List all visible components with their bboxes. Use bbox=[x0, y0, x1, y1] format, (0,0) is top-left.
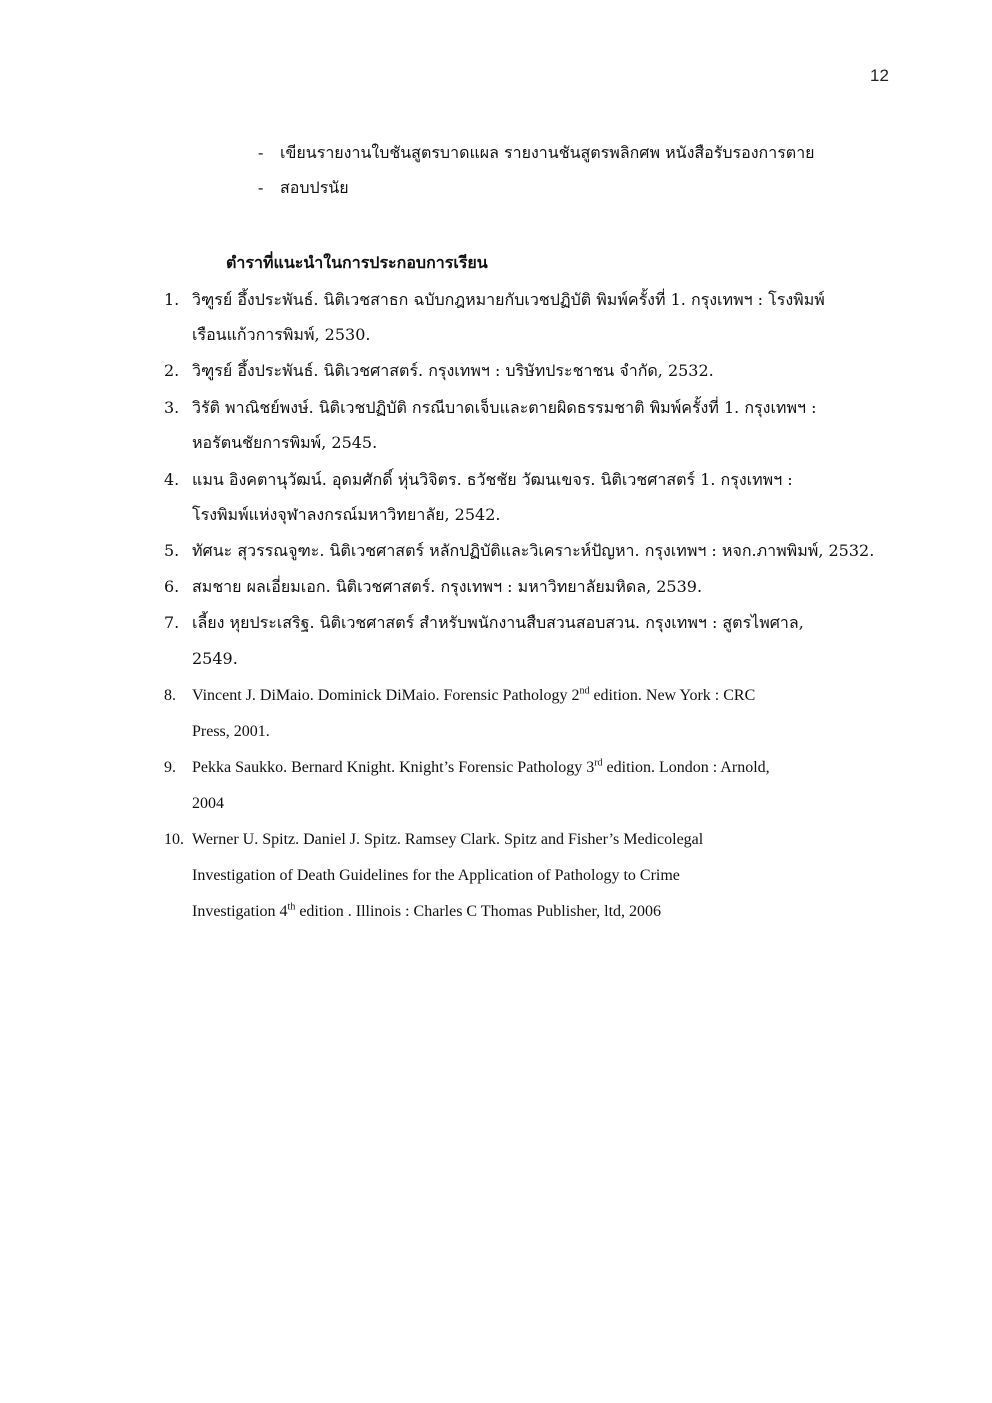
reference-text: วิฑูรย์ อึ้งประพันธ์. นิติเวชศาสตร์. กรุงเทพฯ : บริษัทประชาชน จำกัด, 2532. bbox=[192, 361, 714, 380]
page-number: 12 bbox=[870, 66, 889, 85]
reference-number: 4. bbox=[164, 470, 180, 489]
reference-text: หอรัตนชัยการพิมพ์, 2545. bbox=[192, 433, 378, 452]
reference-number: 9. bbox=[164, 759, 176, 776]
reference-text: สมชาย ผลเอี่ยมเอก. นิติเวชศาสตร์. กรุงเทพฯ : มหาวิทยาลัยมหิดล, 2539. bbox=[192, 577, 703, 596]
bullet-item bbox=[258, 143, 815, 163]
reference-text: เลี้ยง หุยประเสริฐ. นิติเวชศาสตร์ สำหรับพนักงานสืบสวนสอบสวน. กรุงเทพฯ : สูตรไพศาล, bbox=[192, 613, 804, 632]
bullet-text: สอบปรนัย bbox=[280, 178, 349, 197]
reference-text: แมน อิงคตานุวัฒน์. อุดมศักดิ์ หุ่นวิจิตร. ธวัชชัย วัฒนเขจร. นิติเวชศาสตร์ 1. กรุงเทพฯ : bbox=[192, 470, 793, 489]
reference-number: 7. bbox=[164, 613, 180, 632]
reference-text: 2549. bbox=[192, 649, 238, 668]
reference-text: เรือนแก้วการพิมพ์, 2530. bbox=[192, 325, 371, 344]
reference-text: 2004 bbox=[192, 795, 224, 812]
reference-text: Werner U. Spitz. Daniel J. Spitz. Ramsey Clark. Spitz and Fisher’s Medicolegal bbox=[192, 831, 704, 848]
reference-number: 6. bbox=[164, 577, 180, 596]
reference-text: Investigation of Death Guidelines for the Application of Pathology to Crime bbox=[192, 867, 680, 884]
bullet-item bbox=[258, 178, 349, 198]
reference-number: 10. bbox=[164, 831, 184, 848]
reference-text: ทัศนะ สุวรรณจูฑะ. นิติเวชศาสตร์ หลักปฏิบัติและวิเคราะห์ปัญหา. กรุงเทพฯ : หจก.ภาพพิมพ์, 2532. bbox=[192, 541, 875, 560]
reference-number: 5. bbox=[164, 541, 180, 560]
reference-text: วิฑูรย์ อึ้งประพันธ์. นิติเวชสาธก ฉบับกฎหมายกับเวชปฏิบัติ พิมพ์ครั้งที่ 1. กรุงเทพฯ : โรงพิมพ์ bbox=[192, 290, 825, 309]
reference-text: Investigation 4th edition . Illinois : Charles C Thomas Publisher, ltd, 2006 bbox=[192, 901, 662, 920]
reference-text: Pekka Saukko. Bernard Knight. Knight’s Forensic Pathology 3rd edition. London : Arnold, bbox=[192, 757, 770, 776]
bullet-text: เขียนรายงานใบชันสูตรบาดแผล รายงานชันสูตรพลิกศพ หนังสือรับรองการตาย bbox=[280, 143, 815, 162]
bullet-marker: - bbox=[258, 178, 264, 197]
reference-number: 2. bbox=[164, 361, 180, 380]
reference-number: 8. bbox=[164, 687, 176, 704]
bullet-marker: - bbox=[258, 143, 264, 162]
reference-text: Press, 2001. bbox=[192, 723, 270, 740]
section-heading: ตำราที่แนะนำในการประกอบการเรียน bbox=[226, 253, 488, 272]
reference-text: โรงพิมพ์แห่งจุฬาลงกรณ์มหาวิทยาลัย, 2542. bbox=[192, 505, 501, 524]
reference-text: วิรัติ พาณิชย์พงษ์. นิติเวชปฏิบัติ กรณีบาดเจ็บและตายผิดธรรมชาติ พิมพ์ครั้งที่ 1. กรุงเทพฯ : bbox=[192, 398, 817, 417]
reference-number: 3. bbox=[164, 398, 180, 417]
reference-text: Vincent J. DiMaio. Dominick DiMaio. Forensic Pathology 2nd edition. New York : CRC bbox=[192, 685, 756, 704]
reference-number: 1. bbox=[164, 290, 180, 309]
